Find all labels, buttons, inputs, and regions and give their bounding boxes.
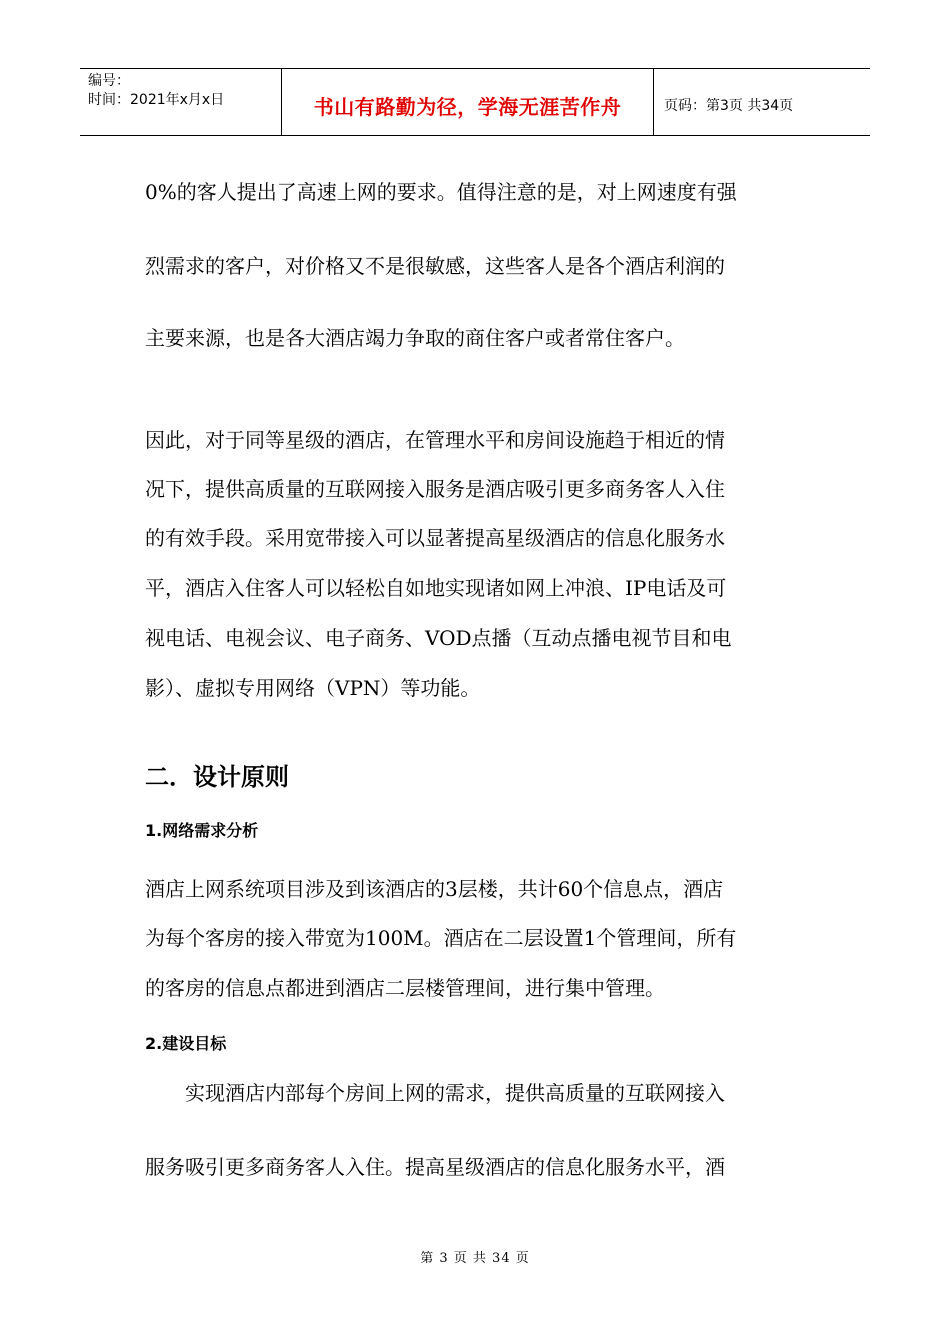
- paragraph-line: 的客房的信息点都进到酒店二层楼管理间，进行集中管理。: [145, 976, 665, 1000]
- section-heading: 二．设计原则: [145, 763, 289, 791]
- paragraph-line: 烈需求的客户，对价格又不是很敏感，这些客人是各个酒店利润的: [145, 254, 725, 278]
- header-motto: 书山有路勤为径，学海无涯苦作舟: [282, 69, 654, 135]
- header-meta: [80, 69, 282, 135]
- paragraph-line: 影）、虚拟专用网络（VPN）等功能。: [145, 676, 481, 700]
- page-footer: 第 3 页 共 34 页: [420, 1251, 530, 1266]
- paragraph-line: 0%的客人提出了高速上网的要求。值得注意的是，对上网速度有强: [145, 180, 737, 204]
- paragraph-line: 主要来源，也是各大酒店竭力争取的商住客户或者常住客户。: [145, 326, 685, 350]
- paragraph-line: 实现酒店内部每个房间上网的需求，提供高质量的互联网接入: [145, 1081, 725, 1105]
- paragraph-line: 的有效手段。采用宽带接入可以显著提高星级酒店的信息化服务水: [145, 526, 725, 550]
- subsection-heading: 1.网络需求分析: [145, 821, 259, 840]
- paragraph-line: 酒店上网系统项目涉及到该酒店的3层楼，共计60个信息点，酒店: [145, 877, 724, 901]
- document-time: 时间：2021年x月x日: [88, 92, 225, 108]
- document-number: 编号：: [88, 73, 130, 89]
- paragraph-line: 为每个客房的接入带宽为100M。酒店在二层设置1个管理间，所有: [145, 926, 737, 950]
- paragraph-line: 况下，提供高质量的互联网接入服务是酒店吸引更多商务客人入住: [145, 477, 725, 501]
- page-header: [80, 68, 870, 136]
- paragraph-line: 服务吸引更多商务客人入住。提高星级酒店的信息化服务水平，酒: [145, 1155, 725, 1179]
- paragraph-line: 因此，对于同等星级的酒店，在管理水平和房间设施趋于相近的情: [145, 428, 725, 452]
- header-page-info: 页码：第3页 共34页: [664, 98, 794, 114]
- paragraph-line: 平，酒店入住客人可以轻松自如地实现诸如网上冲浪、IP电话及可: [145, 576, 727, 600]
- subsection-heading: 2.建设目标: [145, 1034, 227, 1053]
- paragraph-line: 视电话、电视会议、电子商务、VOD点播（互动点播电视节目和电: [145, 626, 732, 650]
